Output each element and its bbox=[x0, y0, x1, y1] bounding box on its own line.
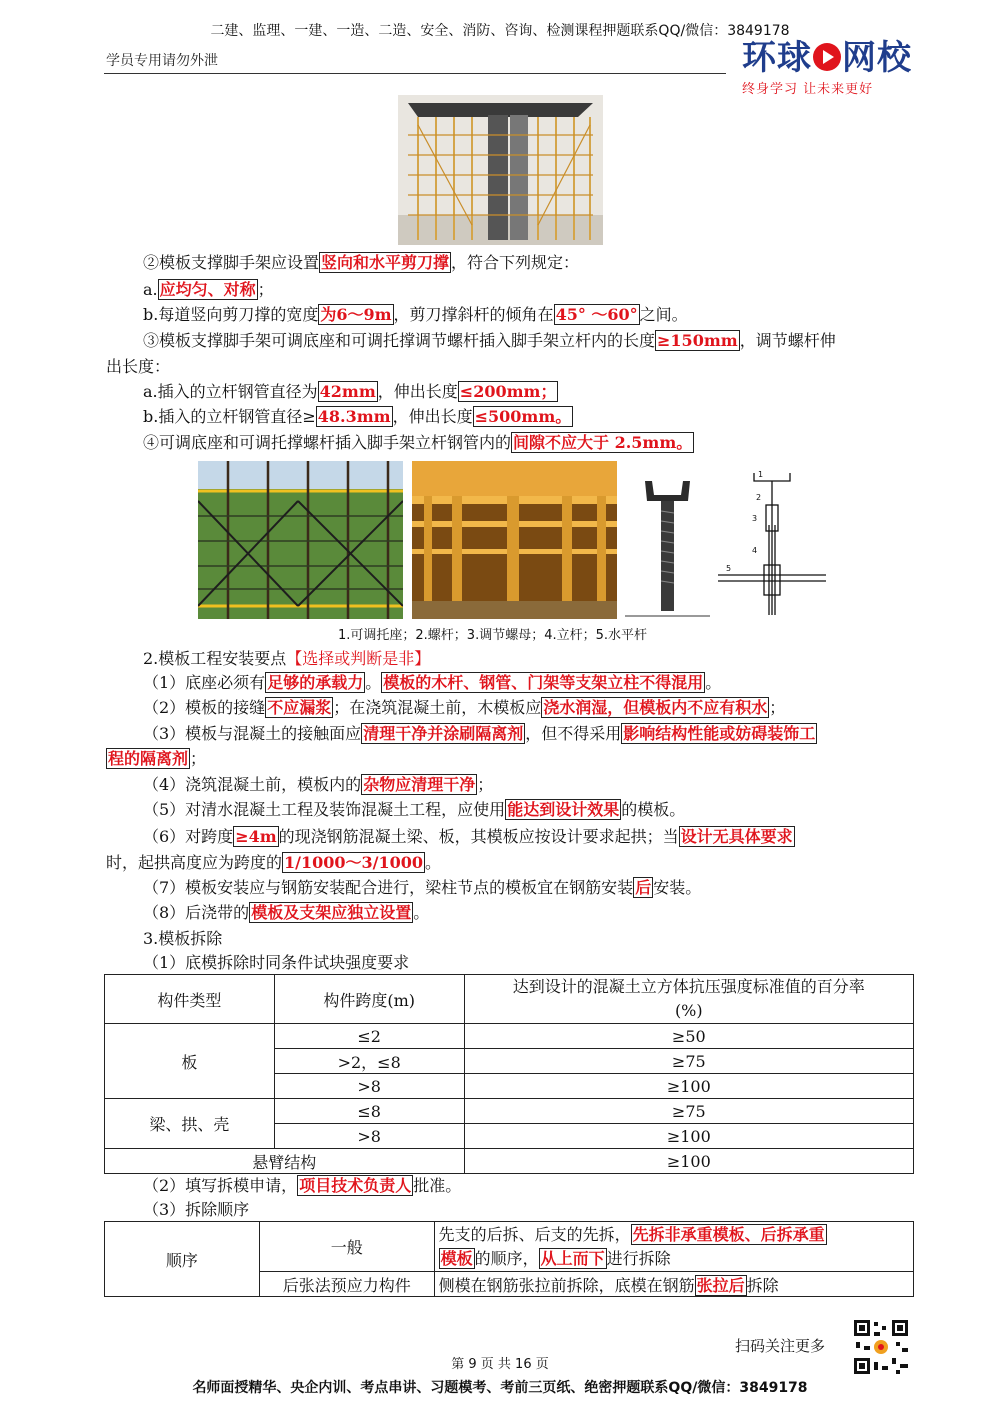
strength-table bbox=[104, 974, 914, 1174]
table-cell-post-tension-desc bbox=[434, 1272, 913, 1297]
item-2 bbox=[143, 696, 785, 720]
item-5 bbox=[143, 798, 685, 822]
highlight-no-leak: 不应漏浆 bbox=[267, 698, 332, 717]
general-desc-mid: 的顺序， bbox=[474, 1248, 539, 1268]
scan-prompt: 扫码关注更多 bbox=[735, 1337, 826, 1355]
highlight-forbidden-agent: 影响结构性能或妨碍装饰工 bbox=[623, 724, 816, 743]
rule-2a bbox=[143, 278, 274, 302]
table-header-span: 构件跨度(m) bbox=[274, 975, 464, 1024]
section-3-2-text: （2）填写拆模申请， bbox=[143, 1176, 298, 1195]
jack-schematic-diagram bbox=[712, 465, 832, 617]
item-3-tail: ； bbox=[190, 749, 207, 768]
rule-4-text: ④可调底座和可调托撑螺杆插入脚手架立杆钢管内的 bbox=[143, 433, 512, 452]
section-3-2 bbox=[143, 1174, 461, 1198]
footer-contact-line: 名师面授精华、央企内训、考点串讲、习题模考、考前三页纸、绝密押题联系QQ/微信：3849178 bbox=[192, 1380, 808, 1396]
rule-2a-tail: ； bbox=[257, 280, 274, 299]
logo-slogan: 终身学习 让未来更好 bbox=[742, 82, 874, 97]
general-desc-text: 先支的后拆、后支的先拆， bbox=[438, 1224, 631, 1244]
adjustable-jack-drawing bbox=[625, 461, 710, 619]
item-6-mid: 的现浇钢筋混凝土梁、板，其模板应按设计要求起拱；当 bbox=[278, 827, 679, 846]
highlight-independent: 模板及支架应独立设置 bbox=[251, 903, 412, 922]
table-header-percent-a: 达到设计的混凝土立方体抗压强度标准值的百分率 bbox=[512, 977, 865, 996]
highlight-design-effect: 能达到设计效果 bbox=[507, 800, 620, 819]
table-header-type: 构件类型 bbox=[105, 975, 275, 1024]
svg-text:2: 2 bbox=[756, 493, 762, 502]
rule-2b-text: b.每道竖向剪刀撑的宽度 bbox=[143, 305, 319, 324]
scaffold-column-image bbox=[398, 95, 603, 245]
rule-3b bbox=[143, 405, 573, 429]
green-scaffold-net-image bbox=[198, 461, 403, 619]
adjustable-jack-image bbox=[625, 461, 710, 619]
table-cell: ≥100 bbox=[464, 1149, 913, 1174]
rule-3a-text: a.插入的立杆钢管直径为 bbox=[143, 382, 318, 401]
highlight-insert-length: ≥150mm bbox=[657, 331, 738, 350]
svg-text:1: 1 bbox=[758, 470, 764, 479]
item-1 bbox=[143, 671, 721, 695]
rule-2a-label: a. bbox=[143, 280, 158, 299]
post-tension-tail: 拆除 bbox=[746, 1275, 779, 1295]
item-8-tail: 。 bbox=[413, 903, 430, 922]
header-notice: 学员专用请勿外泄 bbox=[106, 53, 218, 69]
table-row bbox=[105, 1024, 914, 1049]
table-cell-beam: 梁、拱、壳 bbox=[105, 1099, 275, 1149]
highlight-after-tension: 张拉后 bbox=[696, 1275, 745, 1295]
highlight-uniform-symmetric: 应均匀、对称 bbox=[159, 280, 256, 299]
section-2-heading: 2.模板工程安装要点 bbox=[143, 649, 287, 668]
highlight-forbidden-agent-cont: 程的隔离剂 bbox=[108, 749, 189, 768]
item-1-tail: 。 bbox=[705, 673, 722, 692]
general-desc-tail: 进行拆除 bbox=[606, 1248, 671, 1268]
highlight-diameter-48: 48.3mm bbox=[317, 407, 391, 426]
table-cell-cantilever: 悬臂结构 bbox=[105, 1149, 465, 1174]
item-2-tail: ； bbox=[769, 698, 786, 717]
section-2-title bbox=[143, 647, 430, 671]
item-1-text: （1）底座必须有 bbox=[143, 673, 266, 692]
table-cell-slab: 板 bbox=[105, 1024, 275, 1099]
svg-text:3: 3 bbox=[752, 514, 758, 523]
item-7-tail: 安装。 bbox=[653, 878, 702, 897]
item-6-cont bbox=[106, 851, 441, 875]
section-3-title: 3.模板拆除 bbox=[143, 929, 223, 948]
table-row bbox=[105, 1222, 914, 1272]
header-rule bbox=[104, 73, 726, 74]
general-desc-line-1 bbox=[439, 1223, 909, 1247]
highlight-gap: 间隙不应大于 2.5mm。 bbox=[513, 433, 693, 452]
item-3-cont bbox=[106, 747, 206, 771]
table-cell: ≤8 bbox=[274, 1099, 464, 1124]
highlight-width: 为6～9m bbox=[320, 305, 392, 324]
rule-3b-mid: ，伸出长度 bbox=[392, 407, 473, 426]
table-header-percent bbox=[464, 975, 913, 1024]
highlight-non-bearing-first: 先拆非承重模板、后拆承重 bbox=[632, 1224, 825, 1244]
page-number: 第 9 页 共 16 页 bbox=[451, 1357, 549, 1372]
item-7-text: （7）模板安装应与钢筋安装配合进行，梁柱节点的模板宜在钢筋安装 bbox=[143, 878, 634, 897]
highlight-top-down: 从上而下 bbox=[540, 1248, 605, 1268]
table-cell-general: 一般 bbox=[259, 1222, 434, 1272]
highlight-release-agent: 清理干净并涂刷隔离剂 bbox=[363, 724, 524, 743]
item-4 bbox=[143, 773, 493, 797]
table-header-row bbox=[105, 975, 914, 1024]
highlight-bearing: 足够的承载力 bbox=[267, 673, 364, 692]
item-3-text: （3）模板与混凝土的接触面应 bbox=[143, 724, 362, 743]
rule-2b bbox=[143, 303, 688, 327]
rule-2b-tail: 之间。 bbox=[639, 305, 688, 324]
highlight-span-4m: ≥4m bbox=[235, 827, 277, 846]
rule-2 bbox=[143, 251, 579, 275]
header-contact-line: 二建、监理、一建、一造、二造、安全、消防、咨询、检测课程押题联系QQ/微信：3849178 bbox=[210, 23, 790, 39]
rule-3-cont: 出长度： bbox=[106, 357, 171, 376]
highlight-debris: 杂物应清理干净 bbox=[363, 775, 476, 794]
logo-text-right: 网校 bbox=[842, 38, 912, 78]
svg-text:4: 4 bbox=[752, 546, 758, 555]
highlight-wetting: 浇水润湿，但模板内不应有积水 bbox=[543, 698, 768, 717]
highlight-extension-500: ≤500mm。 bbox=[474, 407, 572, 426]
item-4-text: （4）浇筑混凝土前，模板内的 bbox=[143, 775, 362, 794]
item-5-text: （5）对清水混凝土工程及装饰混凝土工程，应使用 bbox=[143, 800, 506, 819]
rule-2-tail: ，符合下列规定： bbox=[451, 253, 580, 272]
table-row bbox=[105, 1099, 914, 1124]
table-cell: ≥75 bbox=[464, 1099, 913, 1124]
highlight-no-mixing: 模板的木杆、钢管、门架等支架立柱不得混用 bbox=[383, 673, 704, 692]
table-header-percent-b: (%) bbox=[674, 1001, 703, 1020]
table-cell-order: 顺序 bbox=[105, 1222, 260, 1297]
rule-2-text: ②模板支撑脚手架应设置 bbox=[143, 253, 320, 272]
image-caption: 1.可调托座；2.螺杆；3.调节螺母；4.立杆；5.水平杆 bbox=[338, 628, 648, 643]
play-icon bbox=[813, 43, 841, 71]
rule-3-tail: ，调节螺杆伸 bbox=[739, 331, 836, 350]
item-8-text: （8）后浇带的 bbox=[143, 903, 250, 922]
highlight-camber: 1/1000～3/1000 bbox=[284, 853, 424, 872]
table-cell: ≤2 bbox=[274, 1024, 464, 1049]
section-3-1: （1）底模拆除时同条件试块强度要求 bbox=[143, 953, 410, 972]
section-2-tag: 【选择或判断是非】 bbox=[286, 649, 431, 668]
rule-3a-mid: ，伸出长度 bbox=[377, 382, 458, 401]
rule-3-text: ③模板支撑脚手架可调底座和可调托撑调节螺杆插入脚手架立杆内的长度 bbox=[143, 331, 656, 350]
table-cell: ≥100 bbox=[464, 1074, 913, 1099]
item-2-text: （2）模板的接缝 bbox=[143, 698, 266, 717]
rule-2b-mid: ，剪刀撑斜杆的倾角在 bbox=[393, 305, 554, 324]
item-7 bbox=[143, 876, 701, 900]
highlight-angle: 45° ～60° bbox=[555, 305, 638, 324]
item-8 bbox=[143, 901, 429, 925]
logo-text-left: 环球 bbox=[742, 38, 812, 78]
item-6-cont-text: 时，起拱高度应为跨度的 bbox=[106, 853, 283, 872]
table-cell: >8 bbox=[274, 1074, 464, 1099]
logo-wordmark bbox=[742, 38, 912, 78]
item-6-tail: 。 bbox=[425, 853, 442, 872]
post-tension-text: 侧模在钢筋张拉前拆除，底模在钢筋 bbox=[438, 1275, 695, 1295]
item-6 bbox=[143, 825, 795, 849]
highlight-extension-200: ≤200mm； bbox=[459, 382, 557, 401]
table-row bbox=[105, 1149, 914, 1174]
rule-4 bbox=[143, 431, 694, 455]
highlight-tech-lead: 项目技术负责人 bbox=[299, 1176, 412, 1195]
removal-order-table bbox=[104, 1221, 914, 1297]
highlight-scissor-bracing: 竖向和水平剪刀撑 bbox=[321, 253, 450, 272]
item-3 bbox=[143, 722, 817, 746]
table-cell: ≥75 bbox=[464, 1049, 913, 1074]
table-cell: >2，≤8 bbox=[274, 1049, 464, 1074]
table-cell: ≥50 bbox=[464, 1024, 913, 1049]
item-5-tail: 的模板。 bbox=[621, 800, 686, 819]
svg-text:5: 5 bbox=[726, 564, 732, 573]
table-cell: >8 bbox=[274, 1124, 464, 1149]
general-desc-line-2 bbox=[439, 1247, 909, 1271]
rule-3b-text: b.插入的立杆钢管直径≥ bbox=[143, 407, 316, 426]
formwork-support-image bbox=[412, 461, 617, 619]
rule-3 bbox=[143, 329, 836, 353]
jack-schematic-drawing bbox=[712, 465, 832, 617]
highlight-formwork: 模板 bbox=[440, 1248, 473, 1268]
highlight-no-requirement: 设计无具体要求 bbox=[680, 827, 793, 846]
table-cell: ≥100 bbox=[464, 1124, 913, 1149]
item-4-tail: ； bbox=[477, 775, 494, 794]
logo bbox=[742, 38, 912, 97]
section-3-2-tail: 批准。 bbox=[413, 1176, 462, 1195]
item-1-mid: 。 bbox=[365, 673, 382, 692]
highlight-diameter-42: 42mm bbox=[319, 382, 376, 401]
formwork-support-drawing bbox=[412, 461, 617, 619]
item-6-text: （6）对跨度 bbox=[143, 827, 234, 846]
highlight-after: 后 bbox=[635, 878, 652, 897]
green-scaffold-drawing bbox=[198, 461, 403, 619]
scaffold-column-drawing bbox=[398, 95, 603, 245]
item-2-mid: ；在浇筑混凝土前，木模板应 bbox=[333, 698, 542, 717]
section-3-3: （3）拆除顺序 bbox=[143, 1200, 250, 1219]
item-3-mid: ，但不得采用 bbox=[525, 724, 622, 743]
table-cell-general-desc bbox=[434, 1222, 913, 1272]
rule-3a bbox=[143, 380, 558, 404]
table-cell-post-tension: 后张法预应力构件 bbox=[259, 1272, 434, 1297]
